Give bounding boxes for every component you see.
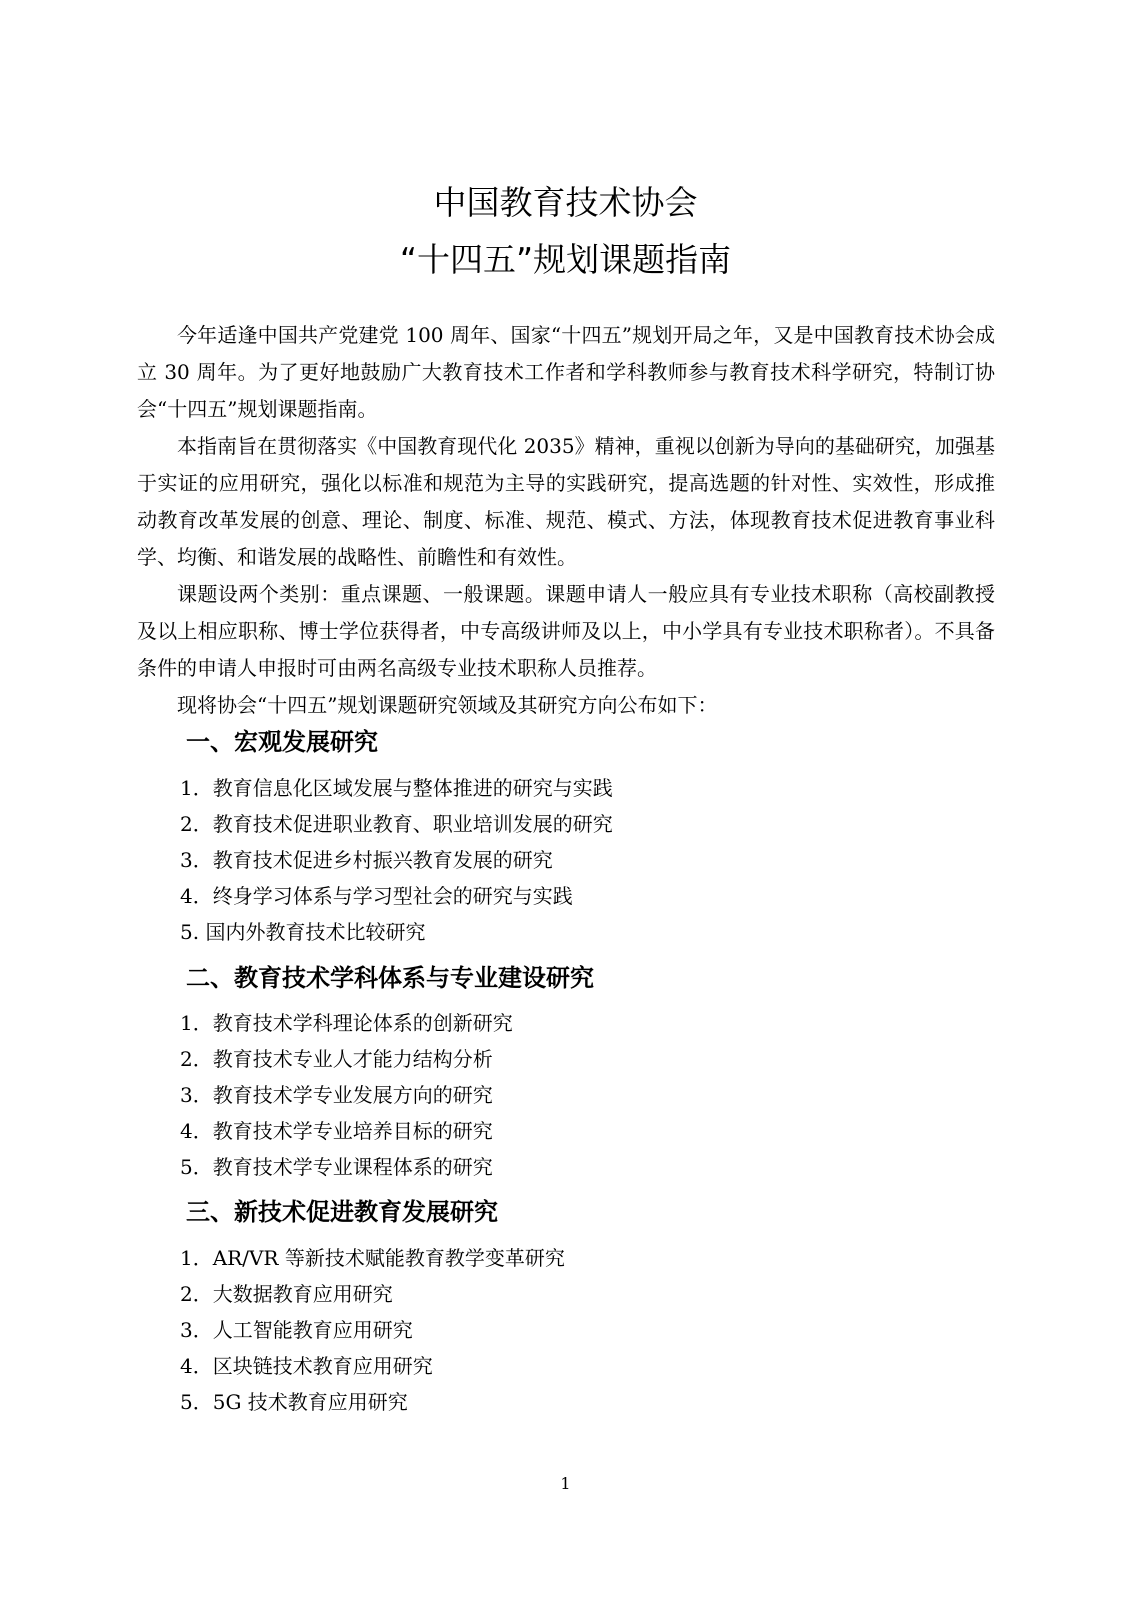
intro-paragraph-3: 课题设两个类别：重点课题、一般课题。课题申请人一般应具有专业技术职称（高校副教授及以上相应职称、博士学位获得者，中专高级讲师及以上，中小学具有专业技术职称者）。不具备条件的申请人申报时可由两名高级专业技术职称人员推荐。 [137, 582, 995, 680]
document-title-line-1: 中国教育技术协会 [433, 183, 698, 222]
page-number: 1 [560, 1474, 571, 1493]
section-3-item-4: 4．区块链技术教育应用研究 [180, 1354, 433, 1378]
section-3-item-5: 5．5G 技术教育应用研究 [180, 1390, 408, 1414]
section-1-heading: 一、宏观发展研究 [186, 728, 378, 756]
intro-body [137, 317, 995, 724]
section-2-item-4: 4．教育技术学专业培养目标的研究 [180, 1119, 493, 1143]
section-1-item-5: 5. 国内外教育技术比较研究 [180, 920, 426, 944]
section-1-item-4: 4．终身学习体系与学习型社会的研究与实践 [180, 884, 573, 908]
section-3-item-2: 2．大数据教育应用研究 [180, 1282, 393, 1306]
section-1-item-3: 3．教育技术促进乡村振兴教育发展的研究 [180, 848, 553, 872]
intro-paragraph-4: 现将协会“十四五”规划课题研究领域及其研究方向公布如下： [177, 693, 718, 717]
section-3-heading: 三、新技术促进教育发展研究 [186, 1198, 498, 1226]
section-2-item-1: 1．教育技术学科理论体系的创新研究 [180, 1011, 513, 1035]
section-3-item-3: 3．人工智能教育应用研究 [180, 1318, 413, 1342]
intro-paragraph-2: 本指南旨在贯彻落实《中国教育现代化 2035》精神，重视以创新为导向的基础研究，加强基于实证的应用研究，强化以标准和规范为主导的实践研究，提高选题的针对性、实效性，形成推动教育改革发展的创意、理论、制度、标准、规范、模式、方法，体现教育技术促进教育事业科学、均衡、和谐发展的战略性、前瞻性和有效性。 [137, 434, 995, 569]
section-2-item-2: 2．教育技术专业人才能力结构分析 [180, 1047, 493, 1071]
section-3-item-1: 1．AR/VR 等新技术赋能教育教学变革研究 [180, 1246, 565, 1270]
document-title-line-2: “十四五”规划课题指南 [399, 240, 732, 279]
intro-paragraph-1: 今年适逢中国共产党建党 100 周年、国家“十四五”规划开局之年，又是中国教育技术协会成立 30 周年。为了更好地鼓励广大教育技术工作者和学科教师参与教育技术科学研究，特制订协会“十四五”规划课题指南。 [137, 323, 995, 421]
section-2-heading: 二、教育技术学科体系与专业建设研究 [186, 964, 594, 992]
section-2-item-3: 3．教育技术学专业发展方向的研究 [180, 1083, 493, 1107]
section-1-item-2: 2．教育技术促进职业教育、职业培训发展的研究 [180, 812, 613, 836]
section-1-item-1: 1．教育信息化区域发展与整体推进的研究与实践 [180, 776, 613, 800]
section-2-item-5: 5．教育技术学专业课程体系的研究 [180, 1155, 493, 1179]
